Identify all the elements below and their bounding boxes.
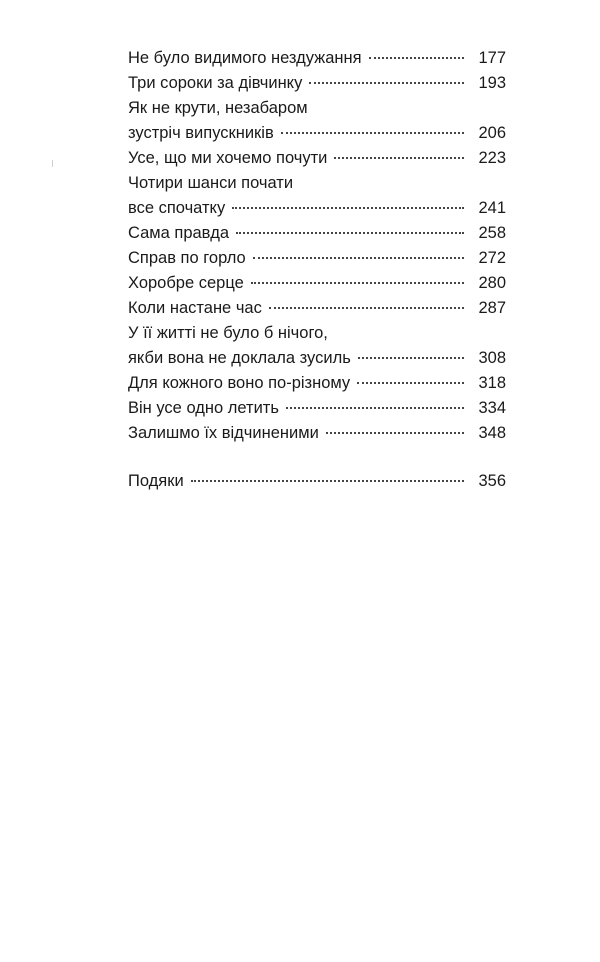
toc-entry-page: 348: [478, 424, 506, 442]
toc-entry-title: все спочатку: [128, 199, 226, 217]
dot-leader: [309, 81, 464, 84]
toc-entry: [128, 271, 506, 296]
toc-entry-page: 177: [478, 49, 506, 67]
dot-leader: [326, 431, 464, 434]
toc-entry: [128, 246, 506, 271]
toc-entry: [128, 396, 506, 421]
toc-entry: [128, 96, 506, 146]
toc-entry-page: 206: [478, 124, 506, 142]
toc-entry-page: 223: [478, 149, 506, 167]
toc-entry-page: 241: [478, 199, 506, 217]
toc-entry-page: 272: [478, 249, 506, 267]
toc-entry-title: Хоробре серце: [128, 274, 244, 292]
dot-leader: [334, 156, 464, 159]
toc-entry-title: Сама правда: [128, 224, 230, 242]
toc-entry-title-line: Як не крути, незабаром: [128, 99, 308, 117]
toc-entry-title: Не було видимого нездужання: [128, 49, 362, 67]
margin-mark: [52, 160, 53, 167]
toc-entry-page: 318: [478, 374, 506, 392]
toc-entry-title: Справ по горло: [128, 249, 246, 267]
toc-entry-page: 308: [478, 349, 506, 367]
dot-leader: [369, 56, 464, 59]
toc-entry-page: 287: [478, 299, 506, 317]
toc-entry: [128, 146, 506, 171]
dot-leader: [357, 381, 464, 384]
toc-entry-page: 334: [478, 399, 506, 417]
dot-leader: [251, 281, 464, 284]
toc-entry: [128, 71, 506, 96]
toc-entry-title: Залишмо їх відчиненими: [128, 424, 319, 442]
toc-entry: [128, 171, 506, 221]
toc-entry-title: зустріч випускників: [128, 124, 274, 142]
toc-entry: [128, 296, 506, 321]
toc-entry: [128, 46, 506, 71]
toc-entry-title: Подяки: [128, 472, 184, 490]
dot-leader: [358, 356, 464, 359]
toc-entry-page: 258: [478, 224, 506, 242]
dot-leader: [281, 131, 464, 134]
toc-entry: [128, 221, 506, 246]
dot-leader: [286, 406, 464, 409]
toc-entry-title: Для кожного воно по-різному: [128, 374, 351, 392]
dot-leader: [232, 206, 464, 209]
toc-entry-page: 193: [478, 74, 506, 92]
dot-leader: [269, 306, 464, 309]
toc-entry-title-line: У її житті не було б нічого,: [128, 324, 328, 342]
dot-leader: [253, 256, 464, 259]
table-of-contents: [128, 46, 506, 494]
toc-entry-page: 280: [478, 274, 506, 292]
dot-leader: [191, 479, 464, 482]
toc-entry-title: Коли настане час: [128, 299, 262, 317]
toc-entry-title-line: Чотири шанси почати: [128, 174, 294, 192]
toc-entry-back-matter: [128, 469, 506, 494]
dot-leader: [236, 231, 464, 234]
toc-entry-title: якби вона не доклала зусиль: [128, 349, 351, 367]
toc-entry: [128, 371, 506, 396]
toc-entry: [128, 321, 506, 371]
toc-entry: [128, 421, 506, 446]
toc-entry-title: Три сороки за дівчинку: [128, 74, 303, 92]
toc-entry-page: 356: [478, 472, 506, 490]
section-gap: [128, 446, 506, 469]
toc-entry-title: Усе, що ми хочемо почути: [128, 149, 328, 167]
toc-entry-title: Він усе одно летить: [128, 399, 279, 417]
